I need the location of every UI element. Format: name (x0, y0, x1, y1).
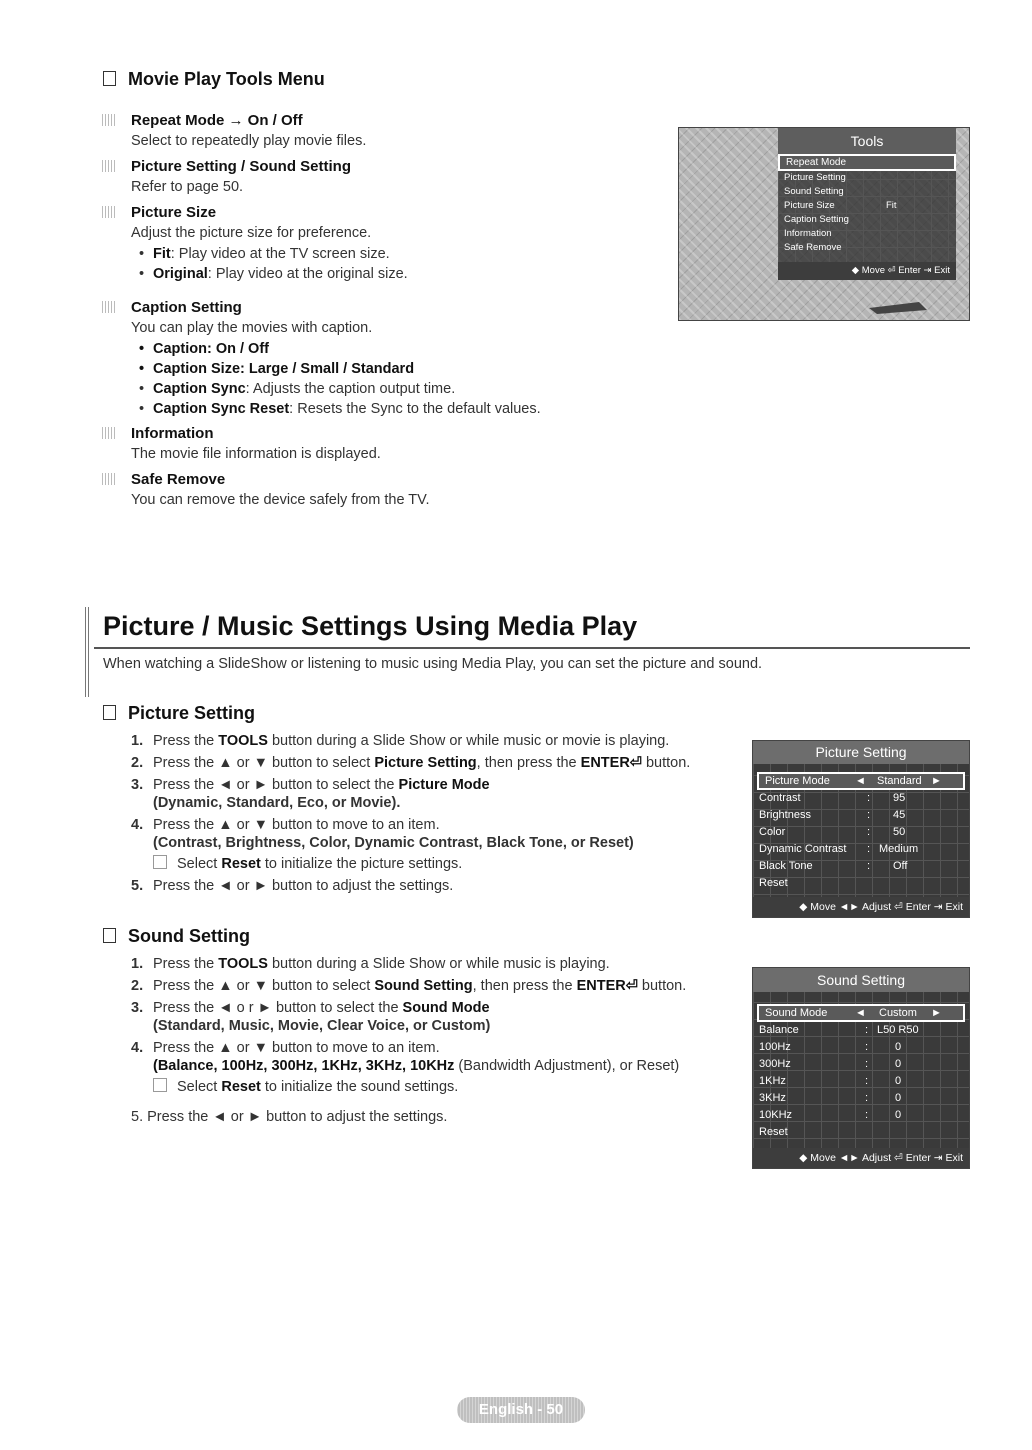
tools-osd-title: Tools (778, 128, 956, 154)
step: 4. Press the ▲ or ▼ button to move to an item. (131, 1040, 440, 1056)
dynamic-contrast-row[interactable]: Dynamic Contrast : Medium (759, 843, 919, 855)
tools-item-information[interactable]: Information (784, 228, 832, 239)
tools-item-repeat-mode[interactable]: Repeat Mode (778, 154, 956, 171)
picture-setting-heading: Picture Setting (103, 703, 255, 724)
sound-setting-heading: Sound Setting (103, 926, 250, 947)
tools-item-picture-size[interactable]: Picture Size Fit (784, 200, 897, 211)
step: 4. Press the ▲ or ▼ button to move to an item. (131, 817, 440, 833)
movie-tools-heading: Movie Play Tools Menu (103, 69, 325, 90)
item-description: You can play the movies with caption. (131, 320, 373, 336)
arrow-right-icon: ► (931, 775, 942, 787)
sound-steps (131, 956, 743, 1095)
section-intro: When watching a SlideShow or listening to music using Media Play, you can set the picture and sound. (103, 656, 763, 672)
step-note: Select Reset to initialize the picture settings. (153, 855, 743, 872)
bullet-item: • Fit: Play video at the TV screen size. (153, 246, 651, 262)
sound-osd-title: Sound Setting (753, 968, 969, 992)
tools-osd-list (778, 154, 956, 255)
step: 5. Press the ◄ or ► button to adjust the settings. (131, 1109, 448, 1125)
bullet-icon (102, 160, 116, 172)
step-note: Select Reset to initialize the sound settings. (153, 1078, 743, 1095)
bullet-icon (102, 427, 116, 439)
checkbox-icon (103, 928, 116, 943)
band-1khz-row[interactable]: 1KHz : 0 (759, 1075, 902, 1087)
band-3khz-row[interactable]: 3KHz : 0 (759, 1092, 902, 1104)
arrow-left-icon: ◄ (855, 775, 866, 787)
picture-steps (131, 733, 743, 894)
picture-osd-list (753, 772, 969, 892)
sound-osd-list (753, 1004, 969, 1141)
reset-row[interactable]: Reset (759, 877, 788, 889)
contrast-row[interactable]: Contrast : 95 (759, 792, 906, 804)
cursor-arrow-icon (869, 296, 929, 318)
tools-osd-footer: ◆ Move ⏎ Enter ⇥ Exit (778, 262, 956, 280)
tools-item-picture-setting[interactable]: Picture Setting (784, 172, 846, 183)
bullet-icon (102, 301, 116, 313)
tools-osd-panel (778, 128, 956, 280)
tools-item-safe-remove[interactable]: Safe Remove (784, 242, 842, 253)
item-heading: Picture Size (131, 204, 651, 221)
bullet-item: • Caption Sync Reset: Resets the Sync to the default values. (153, 401, 651, 417)
tools-osd-screenshot (678, 127, 970, 321)
reset-row[interactable]: Reset (759, 1126, 788, 1138)
band-100hz-row[interactable]: 100Hz : 0 (759, 1041, 902, 1053)
item-description: Select to repeatedly play movie files. (131, 133, 367, 149)
bullet-item: • Caption: On / Off (153, 341, 651, 357)
sound-mode-row[interactable]: Sound Mode ◄ Custom ► (757, 1004, 965, 1022)
section-title: Picture / Music Settings Using Media Play (103, 611, 638, 641)
item-heading: Picture Setting / Sound Setting (131, 158, 651, 175)
bullet-item: • Caption Sync: Adjusts the caption output time. (153, 381, 651, 397)
step: 3. Press the ◄ o r ► button to select the Sound Mode (131, 1000, 490, 1016)
picture-mode-row[interactable]: Picture Mode ◄ Standard ► (757, 772, 965, 790)
note-icon (153, 1078, 167, 1092)
black-tone-row[interactable]: Black Tone : Off (759, 860, 908, 872)
step: 1. Press the TOOLS button during a Slide Show or while music or movie is playing. (131, 733, 670, 749)
bullet-icon (102, 206, 116, 218)
step-detail: (Standard, Music, Movie, Clear Voice, or Custom) (153, 1018, 491, 1034)
item-description: You can remove the device safely from the TV. (131, 492, 430, 508)
movie-menu-items (131, 112, 651, 508)
step-detail: (Dynamic, Standard, Eco, or Movie). (153, 795, 401, 811)
tools-item-sound-setting[interactable]: Sound Setting (784, 186, 844, 197)
bullet-icon (102, 114, 116, 126)
page-number-badge: English - 50 (457, 1397, 585, 1423)
step: 3. Press the ◄ or ► button to select the Picture Mode (131, 777, 490, 793)
bullet-icon (102, 473, 116, 485)
picture-size-value: Fit (886, 200, 897, 211)
picture-osd-footer: ◆ Move ◄► Adjust ⏎ Enter ⇥ Exit (753, 897, 969, 917)
arrow-left-icon: ◄ (855, 1007, 866, 1019)
arrow-right-icon: ► (931, 1007, 942, 1019)
item-heading: Safe Remove (131, 471, 651, 488)
band-300hz-row[interactable]: 300Hz : 0 (759, 1058, 902, 1070)
step: 5. Press the ◄ or ► button to adjust the settings. (131, 878, 454, 894)
picture-osd-screenshot (752, 740, 970, 918)
bullet-item: • Original: Play video at the original size. (153, 266, 651, 282)
note-icon (153, 855, 167, 869)
item-description: Adjust the picture size for preference. (131, 225, 372, 241)
section-side-bar (85, 607, 91, 697)
brightness-row[interactable]: Brightness : 45 (759, 809, 906, 821)
item-heading: Information (131, 425, 651, 442)
step: 2. Press the ▲ or ▼ button to select Sound Setting, then press the ENTER⏎ button. (131, 978, 687, 994)
balance-row[interactable]: Balance : L50 R50 (759, 1024, 919, 1036)
section-rule (94, 647, 970, 649)
bullet-item: • Caption Size: Large / Small / Standard (153, 361, 651, 377)
step-detail: (Balance, 100Hz, 300Hz, 1KHz, 3KHz, 10KHz (Bandwidth Adjustment), or Reset) (153, 1058, 680, 1074)
sound-osd-screenshot (752, 967, 970, 1169)
color-row[interactable]: Color : 50 (759, 826, 906, 838)
checkbox-icon (103, 705, 116, 720)
item-heading: Caption Setting (131, 299, 651, 316)
item-description: Refer to page 50. (131, 179, 244, 195)
band-10khz-row[interactable]: 10KHz : 0 (759, 1109, 902, 1121)
checkbox-icon (103, 71, 116, 86)
step-detail: (Contrast, Brightness, Color, Dynamic Contrast, Black Tone, or Reset) (153, 835, 634, 851)
item-description: The movie file information is displayed. (131, 446, 381, 462)
tools-item-caption-setting[interactable]: Caption Setting (784, 214, 849, 225)
step: 1. Press the TOOLS button during a Slide Show or while music is playing. (131, 956, 610, 972)
item-heading: Repeat Mode → On / Off (131, 112, 651, 129)
step: 2. Press the ▲ or ▼ button to select Picture Setting, then press the ENTER⏎ button. (131, 755, 691, 771)
picture-osd-title: Picture Setting (753, 741, 969, 764)
sound-osd-footer: ◆ Move ◄► Adjust ⏎ Enter ⇥ Exit (753, 1148, 969, 1168)
